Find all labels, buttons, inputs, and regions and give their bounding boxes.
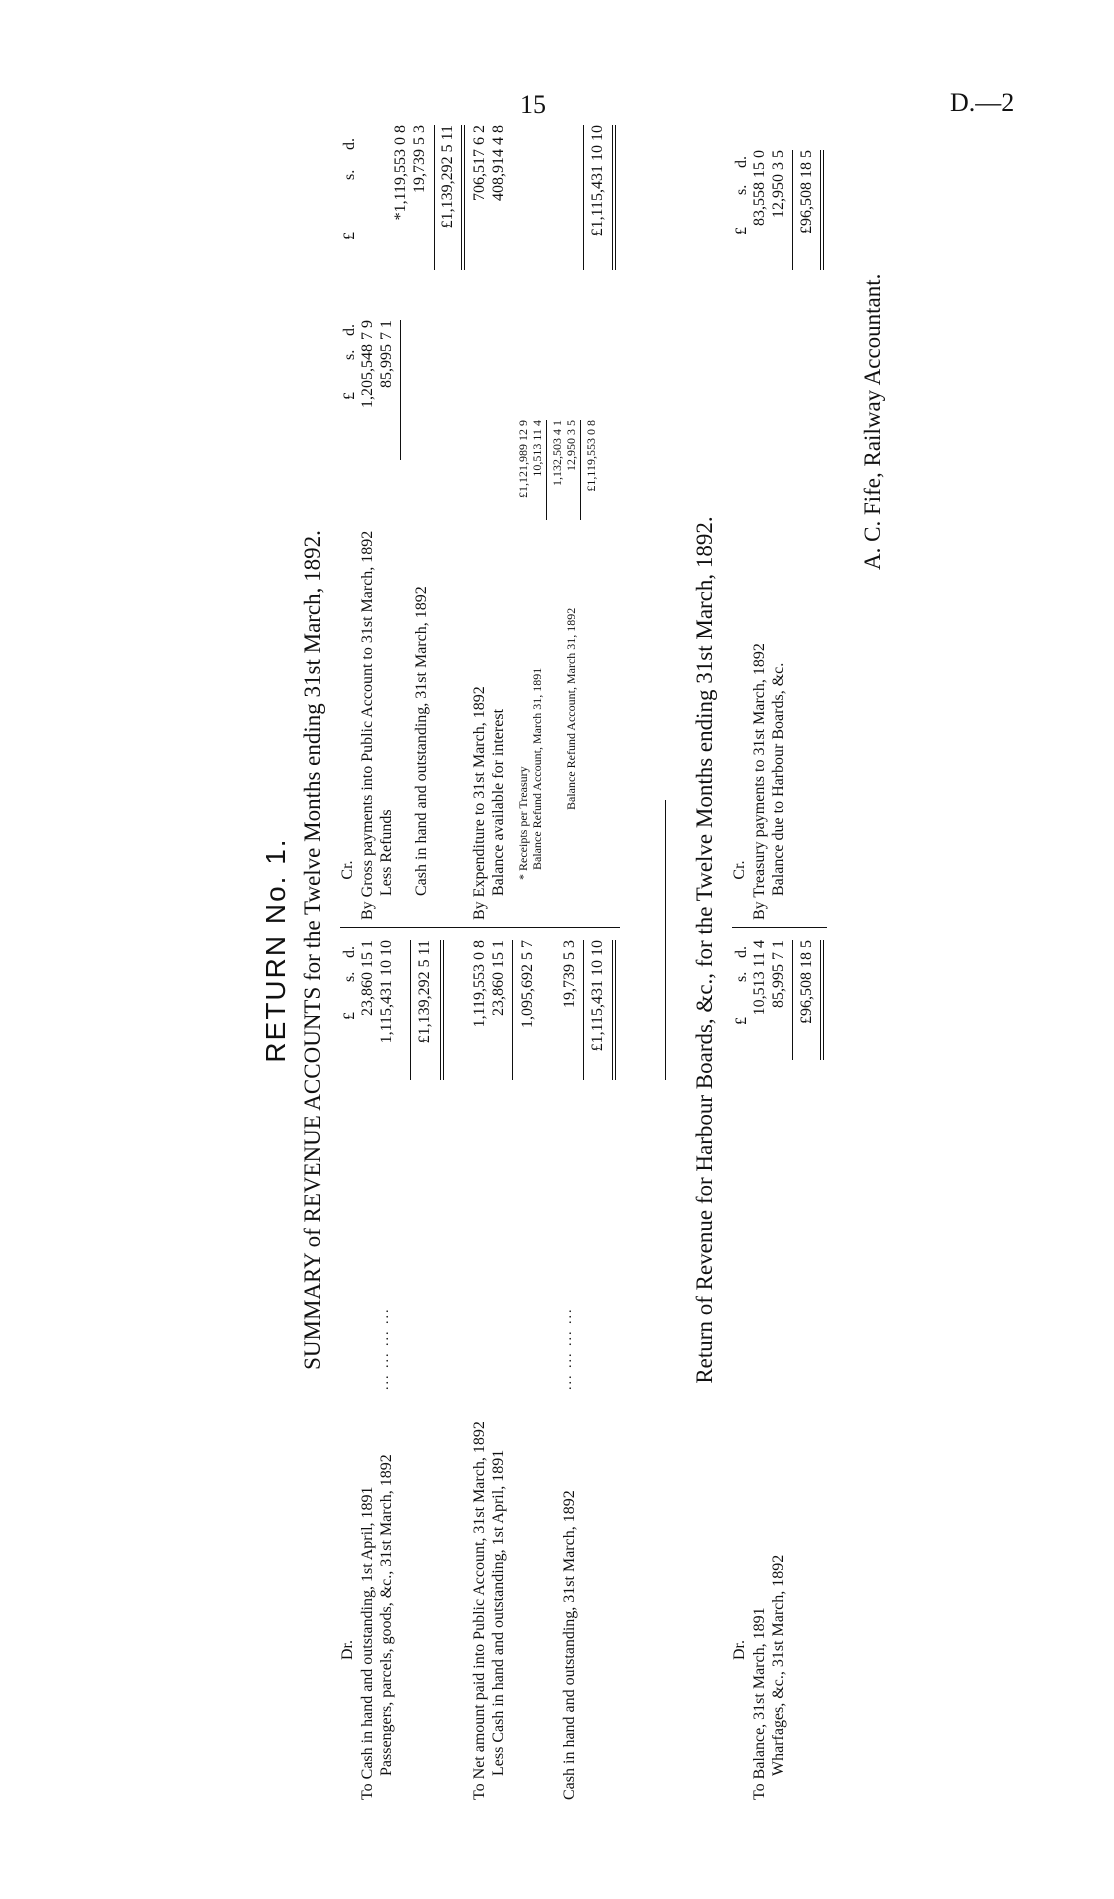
summary-dr-label: To Net amount paid into Public Account, 31st March, 1892 [471,1421,488,1800]
harbour-cr-label: By Treasury payments to 31st March, 1892 [751,643,768,920]
rule [792,940,793,1060]
summary-title: SUMMARY of REVENUE ACCOUNTS for the Twelve Months ending 31st March, 1892. [300,530,325,1370]
summary-cr-heading: Cr. [339,860,356,880]
summary-cr-amount: 706,517 6 2 [471,125,488,201]
summary-cr-label: By Expenditure to 31st March, 1892 [471,686,488,920]
column-divider [340,927,620,928]
harbour-dr-amount: 10,513 11 4 [751,940,768,1016]
signature: A. C. Fife, Railway Accountant. [860,273,885,570]
summary-dr-col-pound: £ [341,1012,358,1020]
harbour-cr-label: Balance due to Harbour Boards, &c. [770,662,787,896]
rule [580,420,581,520]
rule [615,940,616,1080]
summary-dr-amount: 23,860 15 1 [359,940,376,1016]
summary-cr-amount: 408,914 4 8 [490,125,507,201]
footnote-amount: £1,121,989 12 9 [516,420,530,498]
summary-dr-amount: 1,119,553 0 8 [471,940,488,1028]
footnote-amount: 1,132,503 4 1 [550,420,564,486]
summary-cr-col-d: d. [341,324,358,336]
summary-dr-amount: 1,115,431 10 10 [378,940,395,1044]
summary-dr-col-s: s. [341,971,358,982]
rule [792,150,793,270]
rule [820,940,821,1060]
rule [546,420,547,520]
column-divider [732,927,827,928]
rule [443,940,444,1080]
rule [583,125,584,270]
rule [512,940,513,1080]
summary-dr-col-d: d. [341,946,358,958]
harbour-cr-col-d: d. [733,156,750,168]
rule [823,150,824,270]
summary-dr-amount: 23,860 15 1 [490,940,507,1016]
rule [612,125,613,270]
leader-dots: ... ... ... ... [560,1307,575,1390]
harbour-dr-label: To Balance, 31st March, 1891 [751,1607,768,1800]
summary-cr-total: £1,115,431 10 10 [589,125,606,237]
footnote-amount: 12,950 3 5 [564,420,578,471]
harbour-dr-amount: 85,995 7 1 [770,940,787,1008]
rule [823,940,824,1060]
summary-cr-inner-amount: 1,205,548 7 9 [359,320,376,408]
page-reference: D.—2 [950,88,1015,117]
footnote-amount: 10,513 11 4 [530,420,544,477]
harbour-cr-col-pound: £ [733,227,750,235]
harbour-dr-col-s: s. [733,971,750,982]
rule [440,940,441,1080]
harbour-title: Return of Revenue for Harbour Boards, &c., for the Twelve Months ending 31st March, 1892. [692,516,717,1384]
leader-dots: ... ... ... ... [377,1307,392,1390]
harbour-cr-amount: 83,558 15 0 [751,150,768,226]
footnote-amount: £1,119,553 0 8 [584,420,598,492]
rule [615,125,616,270]
summary-dr-label: Passengers, parcels, goods, &c., 31st March, 1892 [378,1454,395,1776]
rule [820,150,821,270]
harbour-dr-col-d: d. [733,946,750,958]
harbour-cr-heading: Cr. [731,860,748,880]
footnote-label: Balance Refund Account, March 31, 1892 [564,607,578,810]
summary-dr-amount: 1,095,692 5 7 [519,940,536,1028]
summary-cr-amount: 19,739 5 3 [411,125,428,193]
return-number: RETURN No. 1. [260,837,291,1063]
summary-cr-label: Less Refunds [378,809,395,896]
summary-cr-amount: *1,119,553 0 8 [392,125,409,221]
rule [410,940,411,1080]
summary-cr-inner-amount: 85,995 7 1 [378,320,395,388]
rule [612,940,613,1080]
rule [583,940,584,1080]
summary-cr-label: Balance available for interest [490,708,507,896]
summary-cr-col-s: s. [341,349,358,360]
summary-cr-col-d: d. [341,138,358,150]
summary-cr-col-pound: £ [341,232,358,240]
rule [434,125,435,270]
harbour-cr-total: £96,508 18 5 [798,150,815,234]
summary-dr-total: £1,115,431 10 10 [589,940,606,1052]
summary-cr-col-s: s. [341,169,358,180]
page-number: 15 [520,90,546,119]
footnote-label: * Receipts per Treasury [516,766,530,880]
summary-dr-heading: Dr. [339,1640,356,1660]
summary-dr-label: Cash in hand and outstanding, 31st March, 1892 [561,1490,578,1800]
summary-cr-total: £1,139,292 5 11 [439,125,456,229]
footnote-label: Balance Refund Account, March 31, 1891 [530,667,544,870]
summary-dr-amount: 19,739 5 3 [561,940,578,1008]
summary-dr-label: To Cash in hand and outstanding, 1st April, 1891 [359,1486,376,1800]
summary-dr-total: £1,139,292 5 11 [416,940,433,1044]
summary-cr-label: By Gross payments into Public Account to 31st March, 1892 [359,530,376,920]
summary-cr-col-pound: £ [341,392,358,400]
harbour-dr-label: Wharfages, &c., 31st March, 1892 [770,1554,787,1776]
rule [400,320,401,460]
harbour-dr-heading: Dr. [731,1640,748,1660]
section-separator [665,800,666,1080]
summary-dr-label: Less Cash in hand and outstanding, 1st April, 1891 [490,1449,507,1776]
rule [464,125,465,270]
rule [461,125,462,270]
harbour-cr-amount: 12,950 3 5 [770,150,787,218]
rotated-sheet [260,100,1114,1800]
harbour-dr-total: £96,508 18 5 [798,940,815,1024]
harbour-cr-col-s: s. [733,184,750,195]
summary-cr-label: Cash in hand and outstanding, 31st March, 1892 [413,586,430,896]
harbour-dr-col-pound: £ [733,1017,750,1025]
